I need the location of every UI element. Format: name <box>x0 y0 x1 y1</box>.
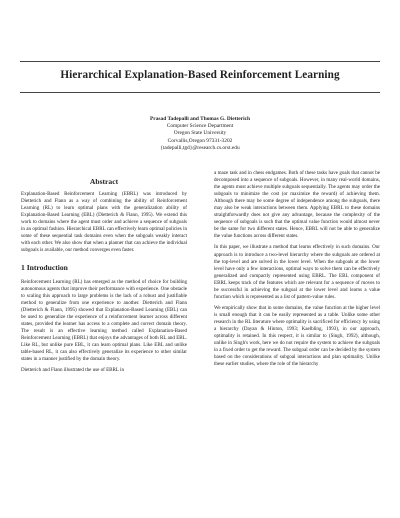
affiliation-line: Corvallis,Oregon 97331-3202 <box>167 137 233 144</box>
author-email: {tadepalli,tgd}@research.cs.orst.edu <box>160 144 240 151</box>
left-column <box>21 178 187 378</box>
author-names: Prasad Tadepalli and Thomas G. Dietterich <box>150 116 250 122</box>
body-paragraph: Reinforcement Learning (RL) has emerged as the method of choice for building autonomous agents that improve their performance with experience. One obstacle to scaling this approach to large problems is the lack of a robust and justifiable method to generalize from one experience to another. Dietterich and Flann (Dietterich & Flann, 1995) showed that Explanation-Based Learning (EBL) can be used to generalize the experience of a reinforcement learner across different states, provided the learner has access to a complete and correct domain theory. The result is an effective learning method called Explanation-Based Reinforcement Learning (EBRL) that enjoys the advantages of both RL and EBL. Like RL, but unlike pure EBL, it can learn optimal plans. Like EBL and unlike table-based RL, it can also effectively generalize its experience to other similar states in a manner justified by the domain theory. <box>21 278 187 363</box>
body-paragraph: We empirically show that in some domains, the value function at the higher level is small enough that it can be easily represented as a table. Unlike some other research in the RL literature where optimality is sacrificed for efficiency by using a hierarchy (Dayan & Hinton, 1993; Kaelbling, 1993), in our approach, optimality is retained. In this respect, it is similar to (Singh, 1992), although, unlike in Singh's work, here we do not require the system to achieve the subgoals in a fixed order to get the reward. The subgoal order can be decided by the system based on the considerations of subgoal interactions and plan optimality. Unlike these earlier studies, where the role of the hierarchy <box>214 304 380 368</box>
affiliation-line: Oregon State University <box>173 130 227 137</box>
body-paragraph: a maze task and in chess endgames. Both of these tasks have goals that cannot be decomposed into a sequence of subgoals. However, in many real-world domains, the agents must achieve multiple subgoals sequentially. The agents may order the subgoals to minimize the cost (or maximize the reward) of achieving them. Although there may be some degree of independence among the subgoals, there may also be weak interactions between them. Applying EBRL to these domains straightforwardly does not give any advantage, because the complexity of the sequence of subgoals is such that the optimal value function would almost never be the same for two different states. Hence, EBRL will not be able to generalize the value functions across different states. <box>214 170 380 240</box>
section-heading-introduction: 1 Introduction <box>21 263 68 273</box>
body-paragraph: In this paper, we illustrate a method that learns effectively in such domains. Our approach is to introduce a two-level hierarchy where the subgoals are ordered at the top-level and are solved in the lower level. When the subgoals at the lower level have only a few interactions, optimal ways to solve them can be effectively generalized and compactly represented using EBRL. The EBL component of EBRL keeps track of the features which are relevant for a sequence of moves to be successful in achieving the subgoal at the lower level and learns a value function which is represented as a list of pattern-value rules. <box>214 244 380 300</box>
right-column <box>214 170 380 372</box>
paper-title: Hierarchical Explanation-Based Reinforcement Learning <box>60 69 340 81</box>
author-block <box>0 116 400 152</box>
affiliation-line: Computer Science Department <box>166 123 234 130</box>
title-rule-top <box>20 61 380 62</box>
abstract-heading: Abstract <box>89 177 119 186</box>
abstract-text: Explanation-Based Reinforcement Learning (EBRL) was introduced by Dietterich and Flann as a way of combining the ability of Reinforcement Learning (RL) to learn optimal plans with the generalization ability of Explanation-Based Learning (EBL) (Dietterich & Flann, 1995). We extend this work to domains where the agent must order and achieve a sequence of subgoals in an optimal fashion. Hierarchical EBRL can effectively learn optimal policies in some of these sequential task domains even when the subgoals weakly interact with each other. We also show that when a planner that can achieve the individual subgoals is available, our method converges even faster. <box>21 191 187 254</box>
body-paragraph: Dietterich and Flann illustrated the use of EBRL in <box>21 367 124 374</box>
title-rule-bottom <box>20 92 380 93</box>
